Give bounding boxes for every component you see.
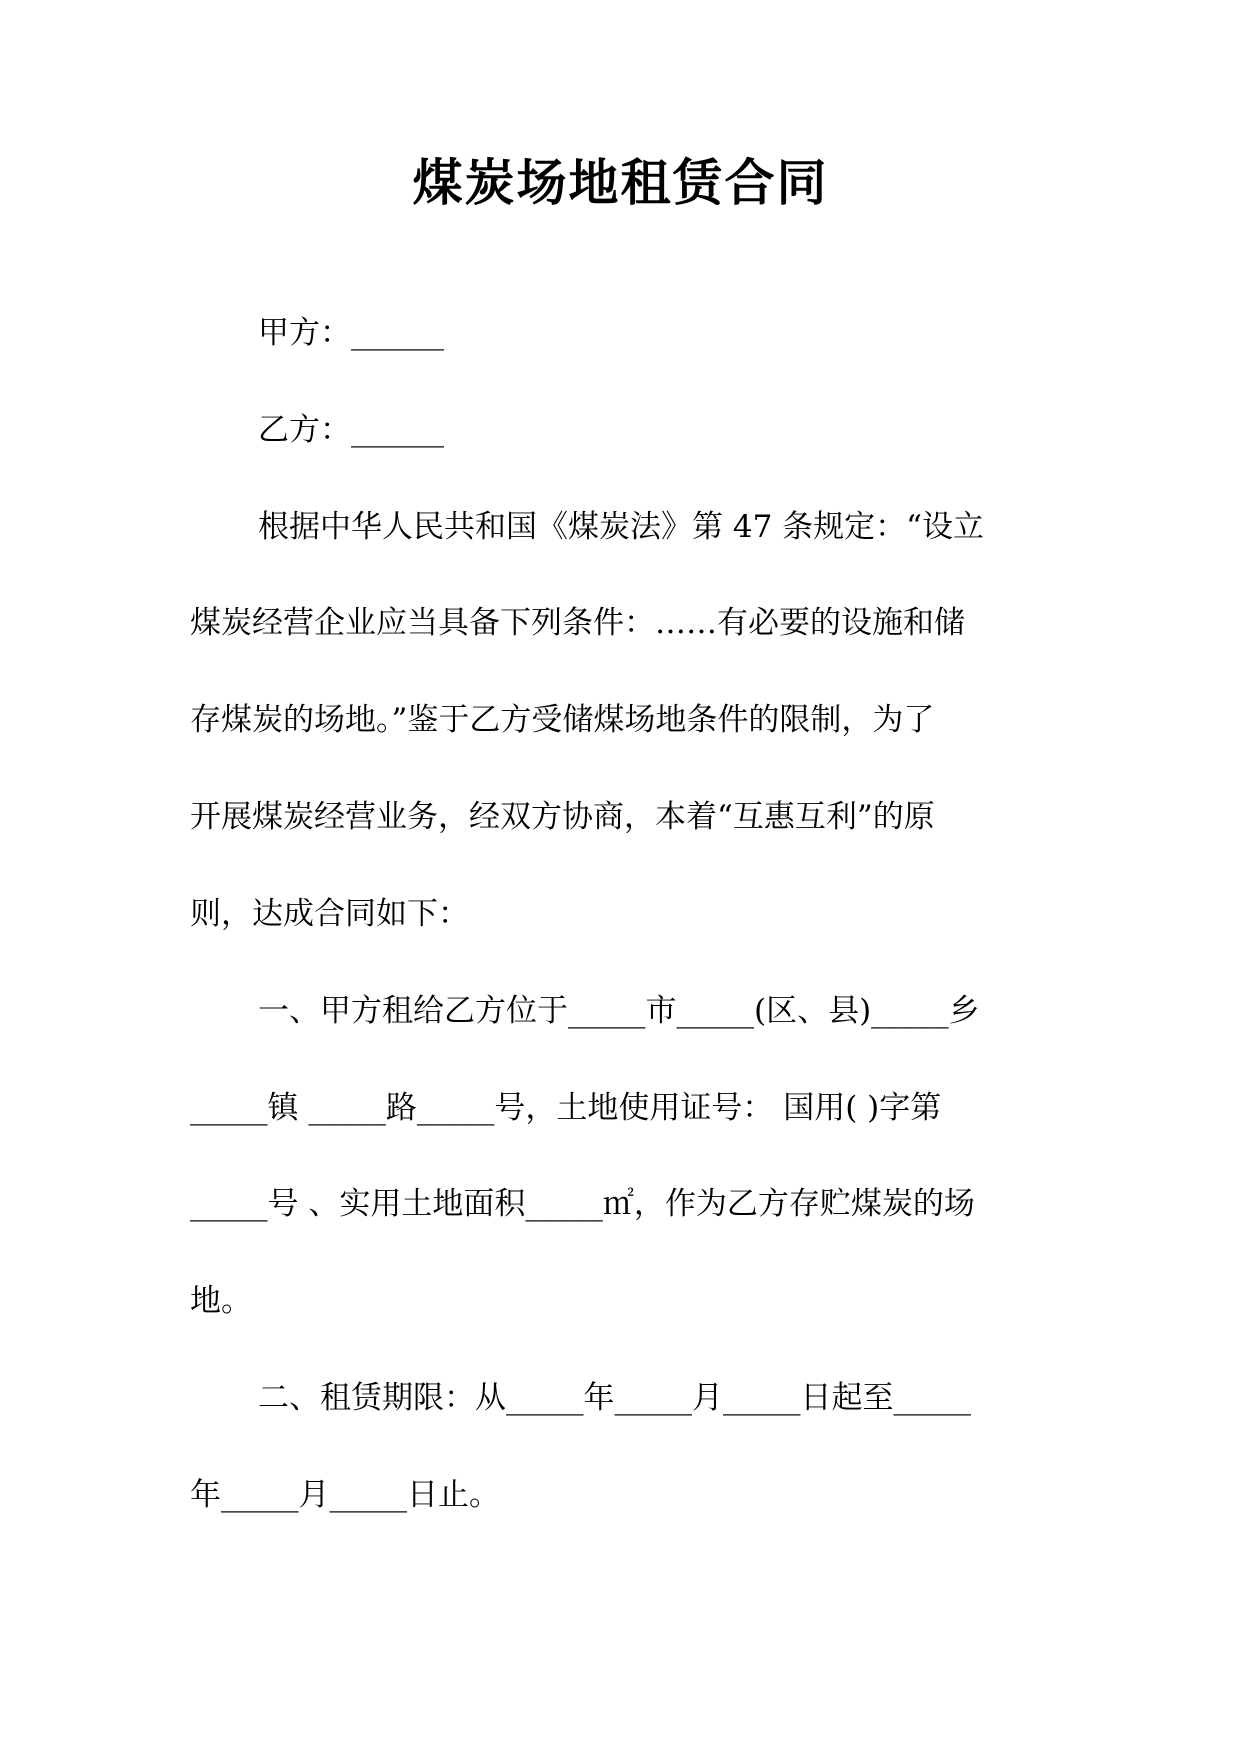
clause-1-line-2: _____镇 _____路_____号，土地使用证号： 国用( )字第 xyxy=(190,1090,942,1126)
preamble-line-5: 则，达成合同如下： xyxy=(190,896,469,932)
preamble-line-2: 煤炭经营企业应当具备下列条件：……有必要的设施和储 xyxy=(190,605,965,641)
document-title: 煤炭场地租赁合同 xyxy=(412,153,829,212)
party-b-line: 乙方：______ xyxy=(258,412,444,448)
clause-2-line-2: 年_____月_____日止。 xyxy=(190,1477,500,1513)
party-a-line: 甲方：______ xyxy=(258,315,444,351)
clause-1-line-4: 地。 xyxy=(190,1283,252,1319)
preamble-line-3: 存煤炭的场地。”鉴于乙方受储煤场地条件的限制，为了 xyxy=(190,702,935,738)
clause-1-line-3: _____号 、实用土地面积_____㎡，作为乙方存贮煤炭的场 xyxy=(190,1186,975,1222)
preamble-line-1: 根据中华人民共和国《煤炭法》第 47 条规定：“设立 xyxy=(258,509,985,545)
preamble-line-4: 开展煤炭经营业务，经双方协商，本着“互惠互利”的原 xyxy=(190,799,935,835)
clause-1-line-1: 一、甲方租给乙方位于_____市_____(区、县)_____乡 xyxy=(258,993,980,1029)
clause-2-line-1: 二、租赁期限：从_____年_____月_____日起至_____ xyxy=(258,1380,971,1416)
